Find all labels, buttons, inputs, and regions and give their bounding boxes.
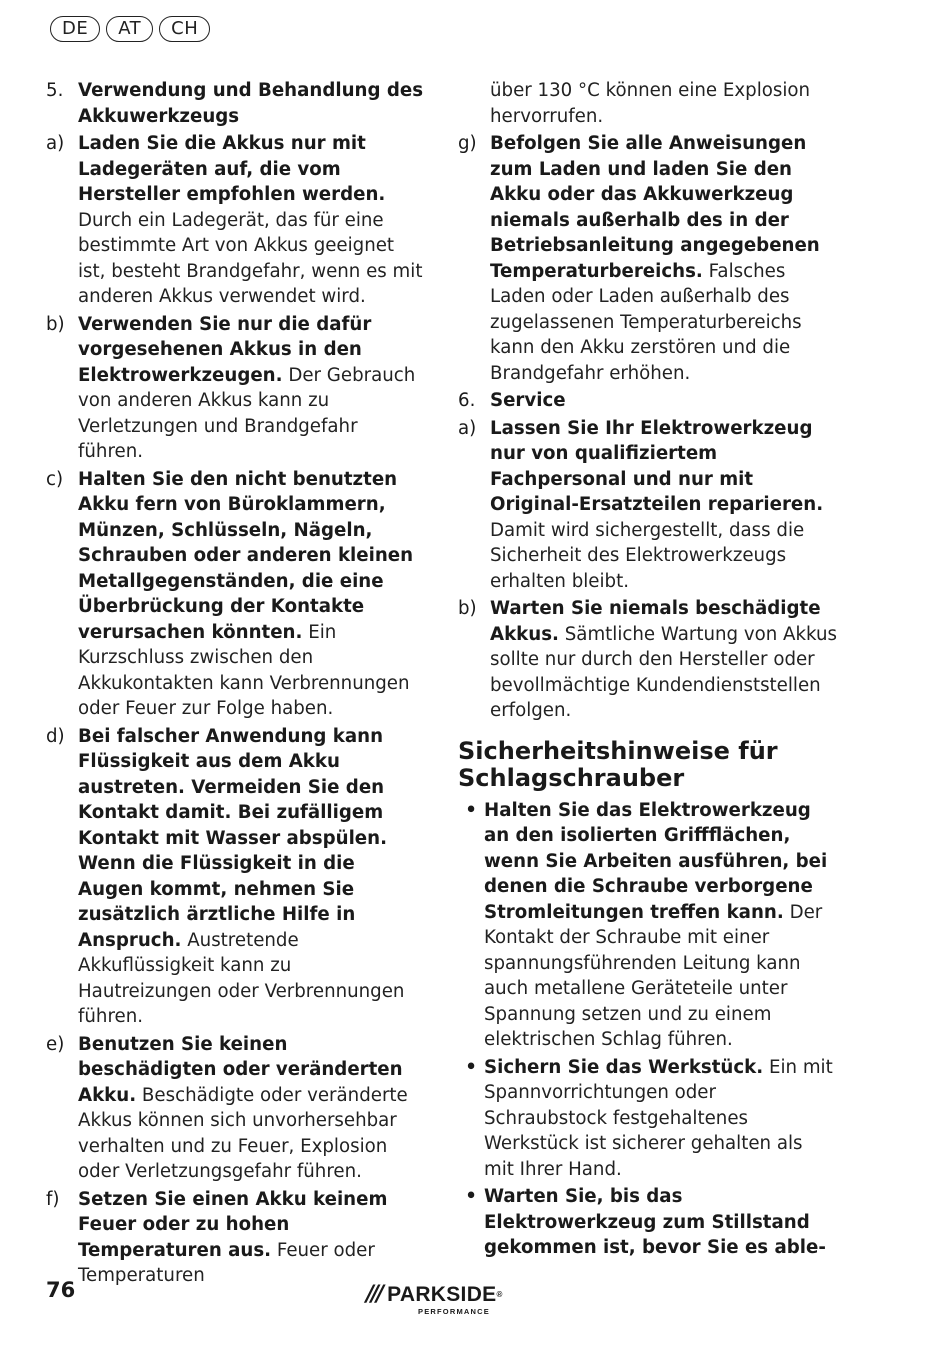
item-bold-text: Laden Sie die Akkus nur mit Ladegeräten auf, die vom Hersteller empfohlen werden.: [78, 133, 386, 205]
item-bold-text: Setzen Sie einen Akku keinem Feuer oder zu hohen Temperaturen aus.: [78, 1188, 388, 1261]
bullet-dot: •: [465, 799, 477, 821]
continuation-text: [458, 78, 838, 129]
list-item: [458, 131, 838, 386]
section-number: 6.: [458, 390, 476, 411]
item-marker: a): [46, 133, 65, 154]
item-text: Ein Kurzschluss zwischen den Akkukontakten kann Verbrennungen oder Feuer zur Folge haben.: [78, 621, 410, 719]
logo-word: PARKSIDE: [387, 1283, 497, 1306]
item-text: Der Kontakt der Schraube mit einer spannungsführenden Leitung kann auch metallene Geräteteile unter Spannung setzen und zu einem elektrischen Schlag führen.: [484, 901, 823, 1050]
list-item: [46, 312, 426, 465]
item-bold-text: Lassen Sie Ihr Elektrowerkzeug nur von qualifiziertem Fachpersonal und nur mit Original-Ersatzteilen reparieren.: [490, 417, 824, 515]
bullet-item: [458, 1184, 838, 1261]
item-text: Falsches Laden oder Laden außerhalb des zugelassenen Temperaturbereichs kann den Akku zerstören und die Brandgefahr erhöhen.: [490, 260, 802, 384]
section-5-heading: [46, 78, 426, 129]
item-bold-text: Halten Sie den nicht benutzten Akku fern von Büroklammern, Münzen, Schlüsseln, Nägeln, Schrauben oder anderen kleinen Metallgegenständen, die eine Überbrückung der Kontakte verursachen könnten.: [78, 468, 414, 643]
item-bold-text: Warten Sie niemals beschädigte Akkus.: [490, 598, 821, 645]
item-text: Beschädigte oder veränderte Akkus können sich unvorhersehbar verhalten und zu Feuer, Explosion oder Verletzungsgefahr führen.: [78, 1084, 408, 1182]
item-text: Durch ein Ladegerät, das für eine bestimmte Art von Akkus geeignet ist, besteht Brandgefahr, wenn es mit anderen Akkus verwendet wird.: [78, 209, 423, 307]
item-marker: e): [46, 1033, 65, 1055]
page-number: 76: [46, 1278, 76, 1302]
section-number: 5.: [46, 80, 64, 101]
country-badge-ch: CH: [159, 16, 210, 42]
continuation-paragraph: über 130 °C können eine Explosion hervorrufen.: [490, 80, 811, 127]
list-item: [46, 1032, 426, 1185]
bullet-dot: •: [465, 1186, 477, 1207]
item-bold-text: Verwenden Sie nur die dafür vorgesehenen Akkus in den Elektrowerkzeugen.: [78, 313, 372, 386]
country-badge-at: AT: [106, 16, 153, 42]
item-marker: b): [46, 313, 65, 335]
safety-heading: Sicherheitshinweise für Schlagschrauber: [458, 736, 778, 792]
item-text: Der Gebrauch von anderen Akkus kann zu Verletzungen und Brandgefahr führen.: [78, 364, 416, 462]
item-bold-text: Benutzen Sie keinen beschädigten oder veränderten Akku.: [78, 1033, 403, 1106]
item-bold-text: Warten Sie, bis das Elektrowerkzeug zum Stillstand gekommen ist, bevor Sie es able-: [484, 1186, 826, 1258]
item-marker: c): [46, 468, 64, 490]
item-marker: g): [458, 133, 477, 154]
logo-subline: PERFORMANCE: [418, 1307, 490, 1316]
logo-wordmark: [387, 1284, 503, 1306]
section-title: Verwendung und Behandlung des Akkuwerkzeugs: [78, 80, 424, 127]
bullet-item: [458, 1055, 838, 1183]
item-text: Damit wird sichergestellt, dass die Sicherheit des Elektrowerkzeugs erhalten bleibt.: [490, 519, 805, 592]
country-badges: [50, 16, 210, 42]
bullet-dot: •: [465, 1056, 477, 1078]
item-marker: a): [458, 417, 477, 439]
logo-registered-mark: ®: [496, 1290, 503, 1299]
item-text: Sämtliche Wartung von Akkus sollte nur durch den Hersteller oder bevollmächtige Kundendienststellen erfolgen.: [490, 623, 837, 721]
list-item: [46, 1187, 426, 1289]
right-column: [458, 78, 838, 1263]
item-text: Austretende Akkuflüssigkeit kann zu Hautreizungen oder Verbrennungen führen.: [78, 929, 405, 1027]
list-item: [458, 416, 838, 595]
list-item: [46, 467, 426, 722]
item-marker: d): [46, 725, 65, 747]
item-text: Ein mit Spannvorrichtungen oder Schraubstock festgehaltenes Werkstück ist sicherer gehalten als mit Ihrer Hand.: [484, 1056, 833, 1180]
item-marker: b): [458, 598, 477, 619]
bullet-item: [458, 798, 838, 1053]
parkside-logo: [366, 1284, 503, 1316]
item-text: Feuer oder Temperaturen: [78, 1239, 375, 1286]
item-marker: f): [46, 1188, 60, 1210]
list-item: [46, 724, 426, 1030]
item-bold-text: Befolgen Sie alle Anweisungen zum Laden und laden Sie den Akku oder das Akkuwerkzeug niemals außerhalb des in der Betriebsanleitung angegebenen Temperaturbereichs.: [490, 133, 820, 282]
item-bold-text: Sichern Sie das Werkstück.: [484, 1056, 764, 1078]
item-bold-text: Halten Sie das Elektrowerkzeug an den isolierten Griffflächen, wenn Sie Arbeiten ausführen, bei denen die Schraube verborgene Stromleitungen treffen kann.: [484, 799, 828, 923]
left-column: [46, 78, 426, 1291]
section-title: Service: [490, 390, 566, 411]
country-badge-de: DE: [50, 16, 100, 42]
section-6-heading: [458, 388, 838, 414]
list-item: [458, 596, 838, 724]
item-bold-text: Bei falscher Anwendung kann Flüssigkeit aus dem Akku austreten. Vermeiden Sie den Kontakt damit. Bei zufälligem Kontakt mit Wasser abspülen. Wenn die Flüssigkeit in die Augen kommt, nehmen Sie zusätzlich ärztliche Hilfe in Anspruch.: [78, 725, 388, 951]
logo-slashes: ///: [366, 1282, 382, 1307]
list-item: [46, 131, 426, 310]
